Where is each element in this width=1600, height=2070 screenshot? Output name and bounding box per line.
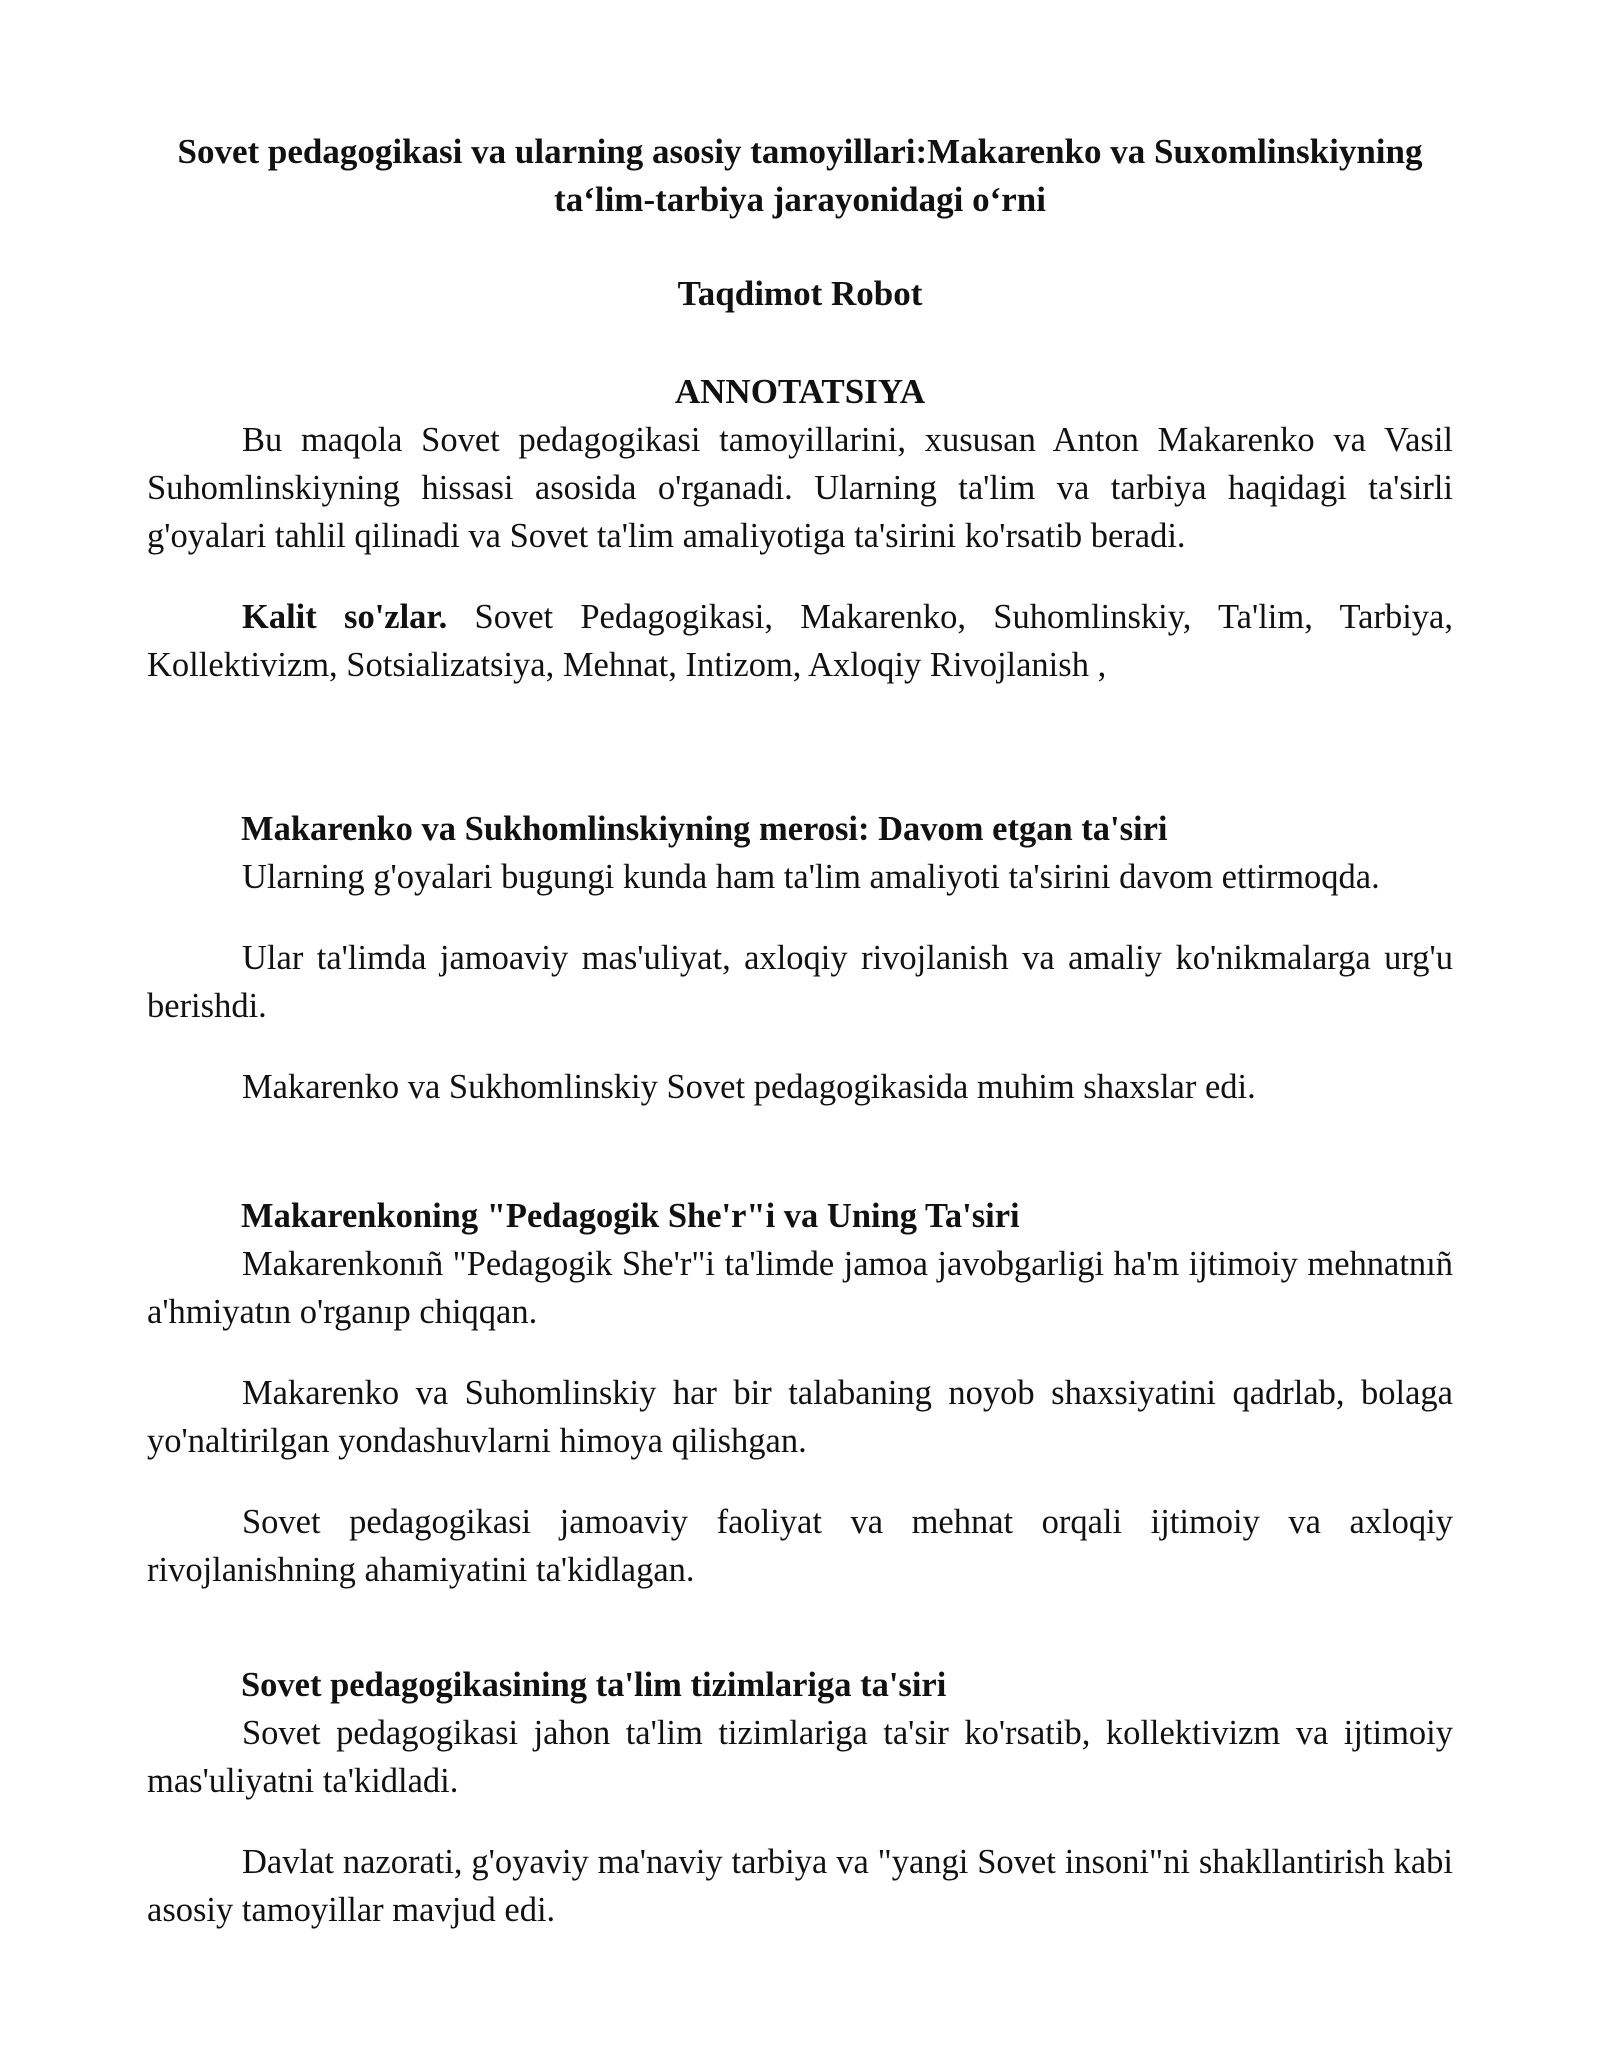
section-heading-pedagogical-poem: Makarenkoning "Pedagogik She'r"i va Uning Ta'siri: [241, 1197, 1020, 1235]
section-paragraph: Sovet pedagogikasi jamoaviy faoliyat va mehnat orqali ijtimoiy va axloqiy rivojlanishning ahamiyatini ta'kidlagan.: [147, 1503, 1453, 1589]
keywords-paragraph: [147, 593, 1453, 689]
document-content: [147, 128, 1453, 1934]
section-paragraph: Davlat nazorati, g'oyaviy ma'naviy tarbiya va "yangi Sovet insoni"ni shakllantirish kabi asosiy tamoyillar mavjud edi.: [147, 1843, 1453, 1929]
annotation-paragraph: Bu maqola Sovet pedagogikasi tamoyillarini, xususan Anton Makarenko va Vasil Suhomlinskiyning hissasi asosida o'rganadi. Ularning ta'lim va tarbiya haqidagi ta'sirli g'oyalari tahlil qilinadi va Sovet ta'lim amaliyotiga ta'sirini ko'rsatib beradi.: [147, 421, 1453, 555]
section-paragraph: Sovet pedagogikasi jahon ta'lim tizimlariga ta'sir ko'rsatib, kollektivizm va ijtimoiy mas'uliyatni ta'kidladi.: [147, 1714, 1453, 1800]
section-paragraph: Makarenko va Sukhomlinskiy Sovet pedagogikasida muhim shaxslar edi.: [242, 1068, 1256, 1106]
keywords-label: Kalit so'zlar.: [242, 598, 448, 636]
section-paragraph: Ular ta'limda jamoaviy mas'uliyat, axloqiy rivojlanish va amaliy ko'nikmalarga urg'u berishdi.: [147, 939, 1453, 1025]
section-heading-education-systems: Sovet pedagogikasining ta'lim tizimlariga ta'siri: [241, 1666, 947, 1704]
document-author: Taqdimot Robot: [677, 274, 923, 313]
document-title: Sovet pedagogikasi va ularning asosiy tamoyillari:Makarenko va Suxomlinskiyning ta‘lim-tarbiya jarayonidagi o‘rni: [177, 132, 1423, 219]
section-paragraph: Makarenko va Suhomlinskiy har bir talabaning noyob shaxsiyatini qadrlab, bolaga yo'naltirilgan yondashuvlarni himoya qilishgan.: [147, 1374, 1453, 1460]
section-heading-legacy: Makarenko va Sukhomlinskiyning merosi: Davom etgan ta'siri: [241, 810, 1168, 848]
section-paragraph: Makarenkonıñ "Pedagogik She'r"i ta'limde jamoa javobgarligi ha'm ijtimoiy mehnatnıñ a'hmiyatın o'rganıp chiqqan.: [147, 1245, 1453, 1331]
keywords-list: Sovet Pedagogikasi, Makarenko, Suhomlinskiy, Ta'lim, Tarbiya, Kollektivizm, Sotsializatsiya, Mehnat, Intizom, Axloqiy Rivojlanish ,: [147, 598, 1453, 684]
annotation-heading: ANNOTATSIYA: [674, 372, 926, 411]
section-paragraph: Ularning g'oyalari bugungi kunda ham ta'lim amaliyoti ta'sirini davom ettirmoqda.: [242, 858, 1380, 896]
